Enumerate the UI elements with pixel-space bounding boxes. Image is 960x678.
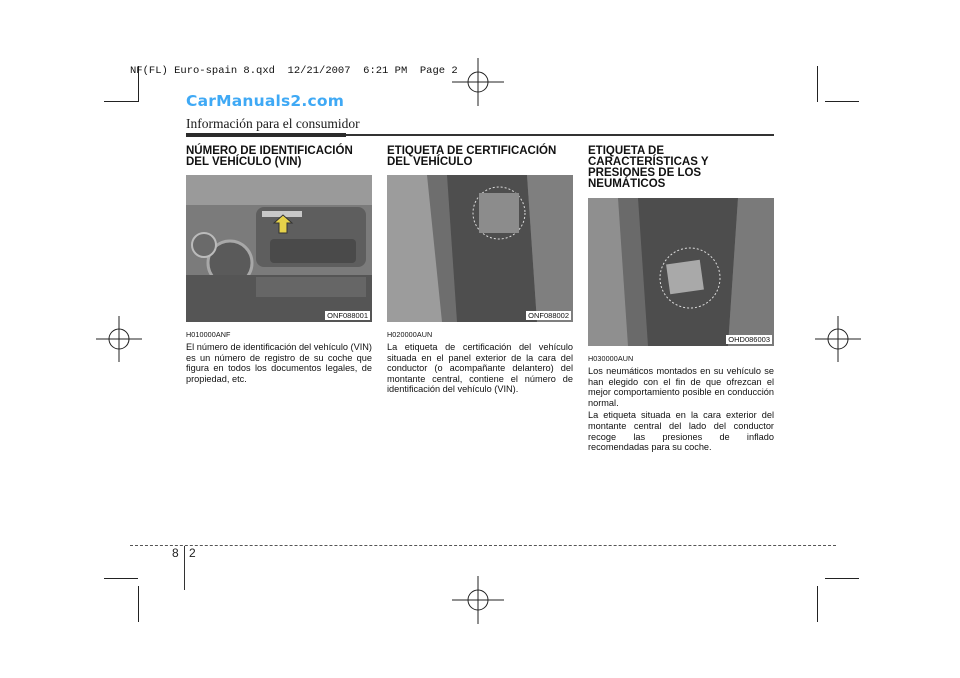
chapter-number: 8: [172, 546, 179, 560]
section-certification-body: [387, 330, 573, 395]
reference-code: H010000ANF: [186, 330, 231, 339]
header-bar: [186, 133, 346, 137]
photo-caption: OHD086003: [728, 335, 770, 344]
photo-caption: ONF088001: [327, 311, 368, 320]
section-vin-body: [186, 330, 372, 384]
body-paragraph: Los neumáticos montados en su vehículo se han elegido con el fin de que ofrezcan el mejor comportamiento posible en conducción normal.: [588, 366, 774, 408]
section-heading: ETIQUETA DE CARACTERÍSTICAS Y PRESIONES DE LOS NEUMÁTICOS: [588, 145, 709, 190]
tire-label-photo: [588, 198, 774, 346]
section-certification: [387, 146, 573, 168]
reference-code: H020000AUN: [387, 330, 433, 339]
header-rule: [346, 134, 774, 136]
footer-divider: [184, 546, 185, 590]
section-tire-label-body: [588, 354, 774, 453]
section-heading: ETIQUETA DE CERTIFICACIÓN DEL VEHÍCULO: [387, 145, 557, 168]
door-pillar-illustration: [387, 175, 573, 322]
body-paragraph: La etiqueta situada en la cara exterior del montante central del lado del conductor recoge las presiones de inflado recomendadas para su coche.: [588, 410, 774, 453]
section-heading: NÚMERO DE IDENTIFICACIÓN DEL VEHÍCULO (VIN): [186, 145, 353, 168]
footer-rule: [130, 545, 836, 546]
watermark-logo: CarManuals2.com: [186, 92, 345, 110]
tire-label-illustration: [588, 198, 774, 346]
reference-code: H030000AUN: [588, 354, 634, 363]
page-number: 2: [189, 546, 196, 560]
engine-photo: [186, 175, 372, 322]
engine-illustration: [186, 175, 372, 322]
body-paragraph: El número de identificación del vehículo (VIN) es un número de registro de su coche que figura en todos los documentos legales, de propiedad, etc.: [186, 342, 372, 384]
print-slug: NF(FL) Euro-spain 8.qxd 12/21/2007 6:21 PM Page 2: [130, 65, 458, 77]
section-tire-label: [588, 146, 774, 190]
section-vin: [186, 146, 372, 168]
door-pillar-photo: [387, 175, 573, 322]
photo-caption: ONF088002: [528, 311, 569, 320]
page-header-title: Información para el consumidor: [186, 116, 360, 131]
body-paragraph: La etiqueta de certificación del vehículo situada en el panel exterior de la cara del conductor (o acompañante delantero) del montante central, contiene el número de identificación del vehículo (VIN).: [387, 342, 573, 395]
